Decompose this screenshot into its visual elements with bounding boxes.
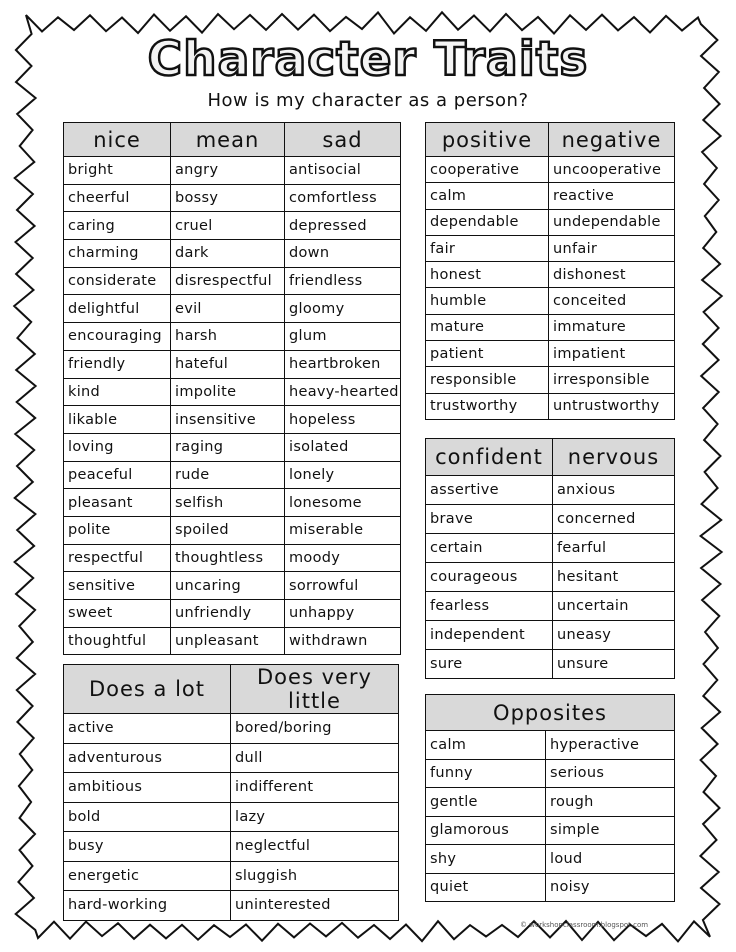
trait-word: impatient [549, 341, 675, 367]
page-title: Character Traits [147, 32, 589, 87]
table-row [426, 621, 675, 650]
trait-word: thoughtful [64, 627, 171, 655]
trait-word: loving [64, 433, 171, 461]
trait-word: cooperative [426, 157, 549, 183]
trait-word: spoiled [171, 516, 285, 544]
trait-word: harsh [171, 323, 285, 351]
trait-word: sensitive [64, 572, 171, 600]
trait-word: hyperactive [546, 731, 675, 760]
trait-word: uncooperative [549, 157, 675, 183]
table-row [426, 534, 675, 563]
trait-word: active [64, 714, 231, 744]
trait-word: peaceful [64, 461, 171, 489]
trait-word: insensitive [171, 406, 285, 434]
trait-word: angry [171, 157, 285, 185]
page-subtitle: How is my character as a person? [207, 90, 529, 111]
header-confident: confident [426, 439, 553, 476]
table-row [64, 212, 401, 240]
trait-word: independent [426, 621, 553, 650]
table-row [64, 743, 399, 773]
trait-word: uncertain [553, 592, 675, 621]
trait-word: lonesome [285, 489, 401, 517]
trait-word: respectful [64, 544, 171, 572]
table-row [64, 184, 401, 212]
trait-word: noisy [546, 873, 675, 902]
table-row [426, 235, 675, 261]
table-row [64, 600, 401, 628]
trait-word: mature [426, 314, 549, 340]
trait-word: dark [171, 240, 285, 268]
trait-word: concerned [553, 505, 675, 534]
trait-word: considerate [64, 267, 171, 295]
trait-word: polite [64, 516, 171, 544]
trait-word: depressed [285, 212, 401, 240]
trait-word: funny [426, 759, 546, 788]
trait-word: assertive [426, 476, 553, 505]
table-row [64, 891, 399, 921]
table-row [426, 788, 675, 817]
table-row [426, 209, 675, 235]
trait-word: sweet [64, 600, 171, 628]
trait-word: lonely [285, 461, 401, 489]
table-row [426, 816, 675, 845]
header-sad: sad [285, 123, 401, 157]
trait-word: adventurous [64, 743, 231, 773]
trait-word: comfortless [285, 184, 401, 212]
table-row [64, 323, 401, 351]
table-row [426, 476, 675, 505]
trait-word: miserable [285, 516, 401, 544]
trait-word: caring [64, 212, 171, 240]
trait-word: responsible [426, 367, 549, 393]
trait-word: certain [426, 534, 553, 563]
trait-word: heartbroken [285, 350, 401, 378]
table-row [426, 314, 675, 340]
table-row [426, 563, 675, 592]
header-nervous: nervous [553, 439, 675, 476]
trait-word: bold [64, 802, 231, 832]
trait-word: quiet [426, 873, 546, 902]
header-mean: mean [171, 123, 285, 157]
trait-word: encouraging [64, 323, 171, 351]
trait-word: calm [426, 183, 549, 209]
table-row [64, 861, 399, 891]
trait-word: simple [546, 816, 675, 845]
trait-word: friendly [64, 350, 171, 378]
trait-word: raging [171, 433, 285, 461]
table-row [64, 714, 399, 744]
trait-word: friendless [285, 267, 401, 295]
trait-word: bored/boring [231, 714, 399, 744]
table-row [426, 759, 675, 788]
trait-word: conceited [549, 288, 675, 314]
trait-word: hateful [171, 350, 285, 378]
table-row [426, 505, 675, 534]
table-row [64, 240, 401, 268]
header-nice: nice [64, 123, 171, 157]
header-positive: positive [426, 123, 549, 157]
trait-word: delightful [64, 295, 171, 323]
trait-word: cruel [171, 212, 285, 240]
table-row [64, 378, 401, 406]
table-row [426, 731, 675, 760]
trait-word: impolite [171, 378, 285, 406]
trait-word: honest [426, 262, 549, 288]
trait-word: antisocial [285, 157, 401, 185]
trait-word: rude [171, 461, 285, 489]
table-row [64, 157, 401, 185]
trait-word: hesitant [553, 563, 675, 592]
opposites-table [425, 694, 675, 902]
trait-word: selfish [171, 489, 285, 517]
trait-word: brave [426, 505, 553, 534]
table-row [426, 183, 675, 209]
trait-word: fearful [553, 534, 675, 563]
trait-word: shy [426, 845, 546, 874]
trait-word: cheerful [64, 184, 171, 212]
table-row [426, 262, 675, 288]
trait-word: lazy [231, 802, 399, 832]
trait-word: dishonest [549, 262, 675, 288]
trait-word: untrustworthy [549, 393, 675, 419]
header-negative: negative [549, 123, 675, 157]
table-row [64, 572, 401, 600]
trait-word: bossy [171, 184, 285, 212]
trait-word: sorrowful [285, 572, 401, 600]
trait-word: anxious [553, 476, 675, 505]
trait-word: energetic [64, 861, 231, 891]
trait-word: fearless [426, 592, 553, 621]
trait-word: moody [285, 544, 401, 572]
table-row [64, 295, 401, 323]
table-row [64, 773, 399, 803]
trait-word: uncaring [171, 572, 285, 600]
table-row [426, 393, 675, 419]
header-opposites: Opposites [426, 695, 675, 731]
trait-word: dull [231, 743, 399, 773]
table-row [426, 873, 675, 902]
table-row [64, 832, 399, 862]
trait-word: irresponsible [549, 367, 675, 393]
table-row [64, 267, 401, 295]
table-row [426, 288, 675, 314]
trait-word: likable [64, 406, 171, 434]
table-row [64, 627, 401, 655]
trait-word: uneasy [553, 621, 675, 650]
trait-word: serious [546, 759, 675, 788]
trait-word: down [285, 240, 401, 268]
trait-word: busy [64, 832, 231, 862]
trait-word: thoughtless [171, 544, 285, 572]
nice-mean-sad-table [63, 122, 401, 655]
trait-word: unsure [553, 650, 675, 679]
trait-word: sure [426, 650, 553, 679]
trait-word: dependable [426, 209, 549, 235]
table-row [426, 157, 675, 183]
trait-word: glamorous [426, 816, 546, 845]
trait-word: isolated [285, 433, 401, 461]
confident-nervous-table [425, 438, 675, 679]
trait-word: courageous [426, 563, 553, 592]
does-a-lot-table [63, 664, 399, 921]
positive-negative-table [425, 122, 675, 420]
trait-word: unfair [549, 235, 675, 261]
trait-word: evil [171, 295, 285, 323]
table-row [64, 802, 399, 832]
trait-word: sluggish [231, 861, 399, 891]
trait-word: ambitious [64, 773, 231, 803]
trait-word: hard-working [64, 891, 231, 921]
header-does-very-little: Does very little [231, 665, 399, 714]
table-row [64, 406, 401, 434]
trait-word: gentle [426, 788, 546, 817]
trait-word: kind [64, 378, 171, 406]
trait-word: unhappy [285, 600, 401, 628]
trait-word: loud [546, 845, 675, 874]
table-row [64, 433, 401, 461]
trait-word: uninterested [231, 891, 399, 921]
table-row [64, 516, 401, 544]
trait-word: calm [426, 731, 546, 760]
trait-word: hopeless [285, 406, 401, 434]
trait-word: withdrawn [285, 627, 401, 655]
table-row [426, 650, 675, 679]
trait-word: rough [546, 788, 675, 817]
trait-word: patient [426, 341, 549, 367]
trait-word: charming [64, 240, 171, 268]
trait-word: humble [426, 288, 549, 314]
table-row [426, 592, 675, 621]
trait-word: indifferent [231, 773, 399, 803]
trait-word: fair [426, 235, 549, 261]
trait-word: pleasant [64, 489, 171, 517]
trait-word: immature [549, 314, 675, 340]
trait-word: unpleasant [171, 627, 285, 655]
table-row [64, 350, 401, 378]
table-row [426, 845, 675, 874]
trait-word: reactive [549, 183, 675, 209]
trait-word: unfriendly [171, 600, 285, 628]
trait-word: bright [64, 157, 171, 185]
header-does-a-lot: Does a lot [64, 665, 231, 714]
table-row [426, 367, 675, 393]
table-row [426, 341, 675, 367]
table-row [64, 489, 401, 517]
trait-word: glum [285, 323, 401, 351]
trait-word: neglectful [231, 832, 399, 862]
trait-word: disrespectful [171, 267, 285, 295]
trait-word: gloomy [285, 295, 401, 323]
trait-word: trustworthy [426, 393, 549, 419]
table-row [64, 461, 401, 489]
trait-word: undependable [549, 209, 675, 235]
footer-credit: © workshopclassroom.blogspot.com [520, 921, 649, 929]
table-row [64, 544, 401, 572]
trait-word: heavy-hearted [285, 378, 401, 406]
